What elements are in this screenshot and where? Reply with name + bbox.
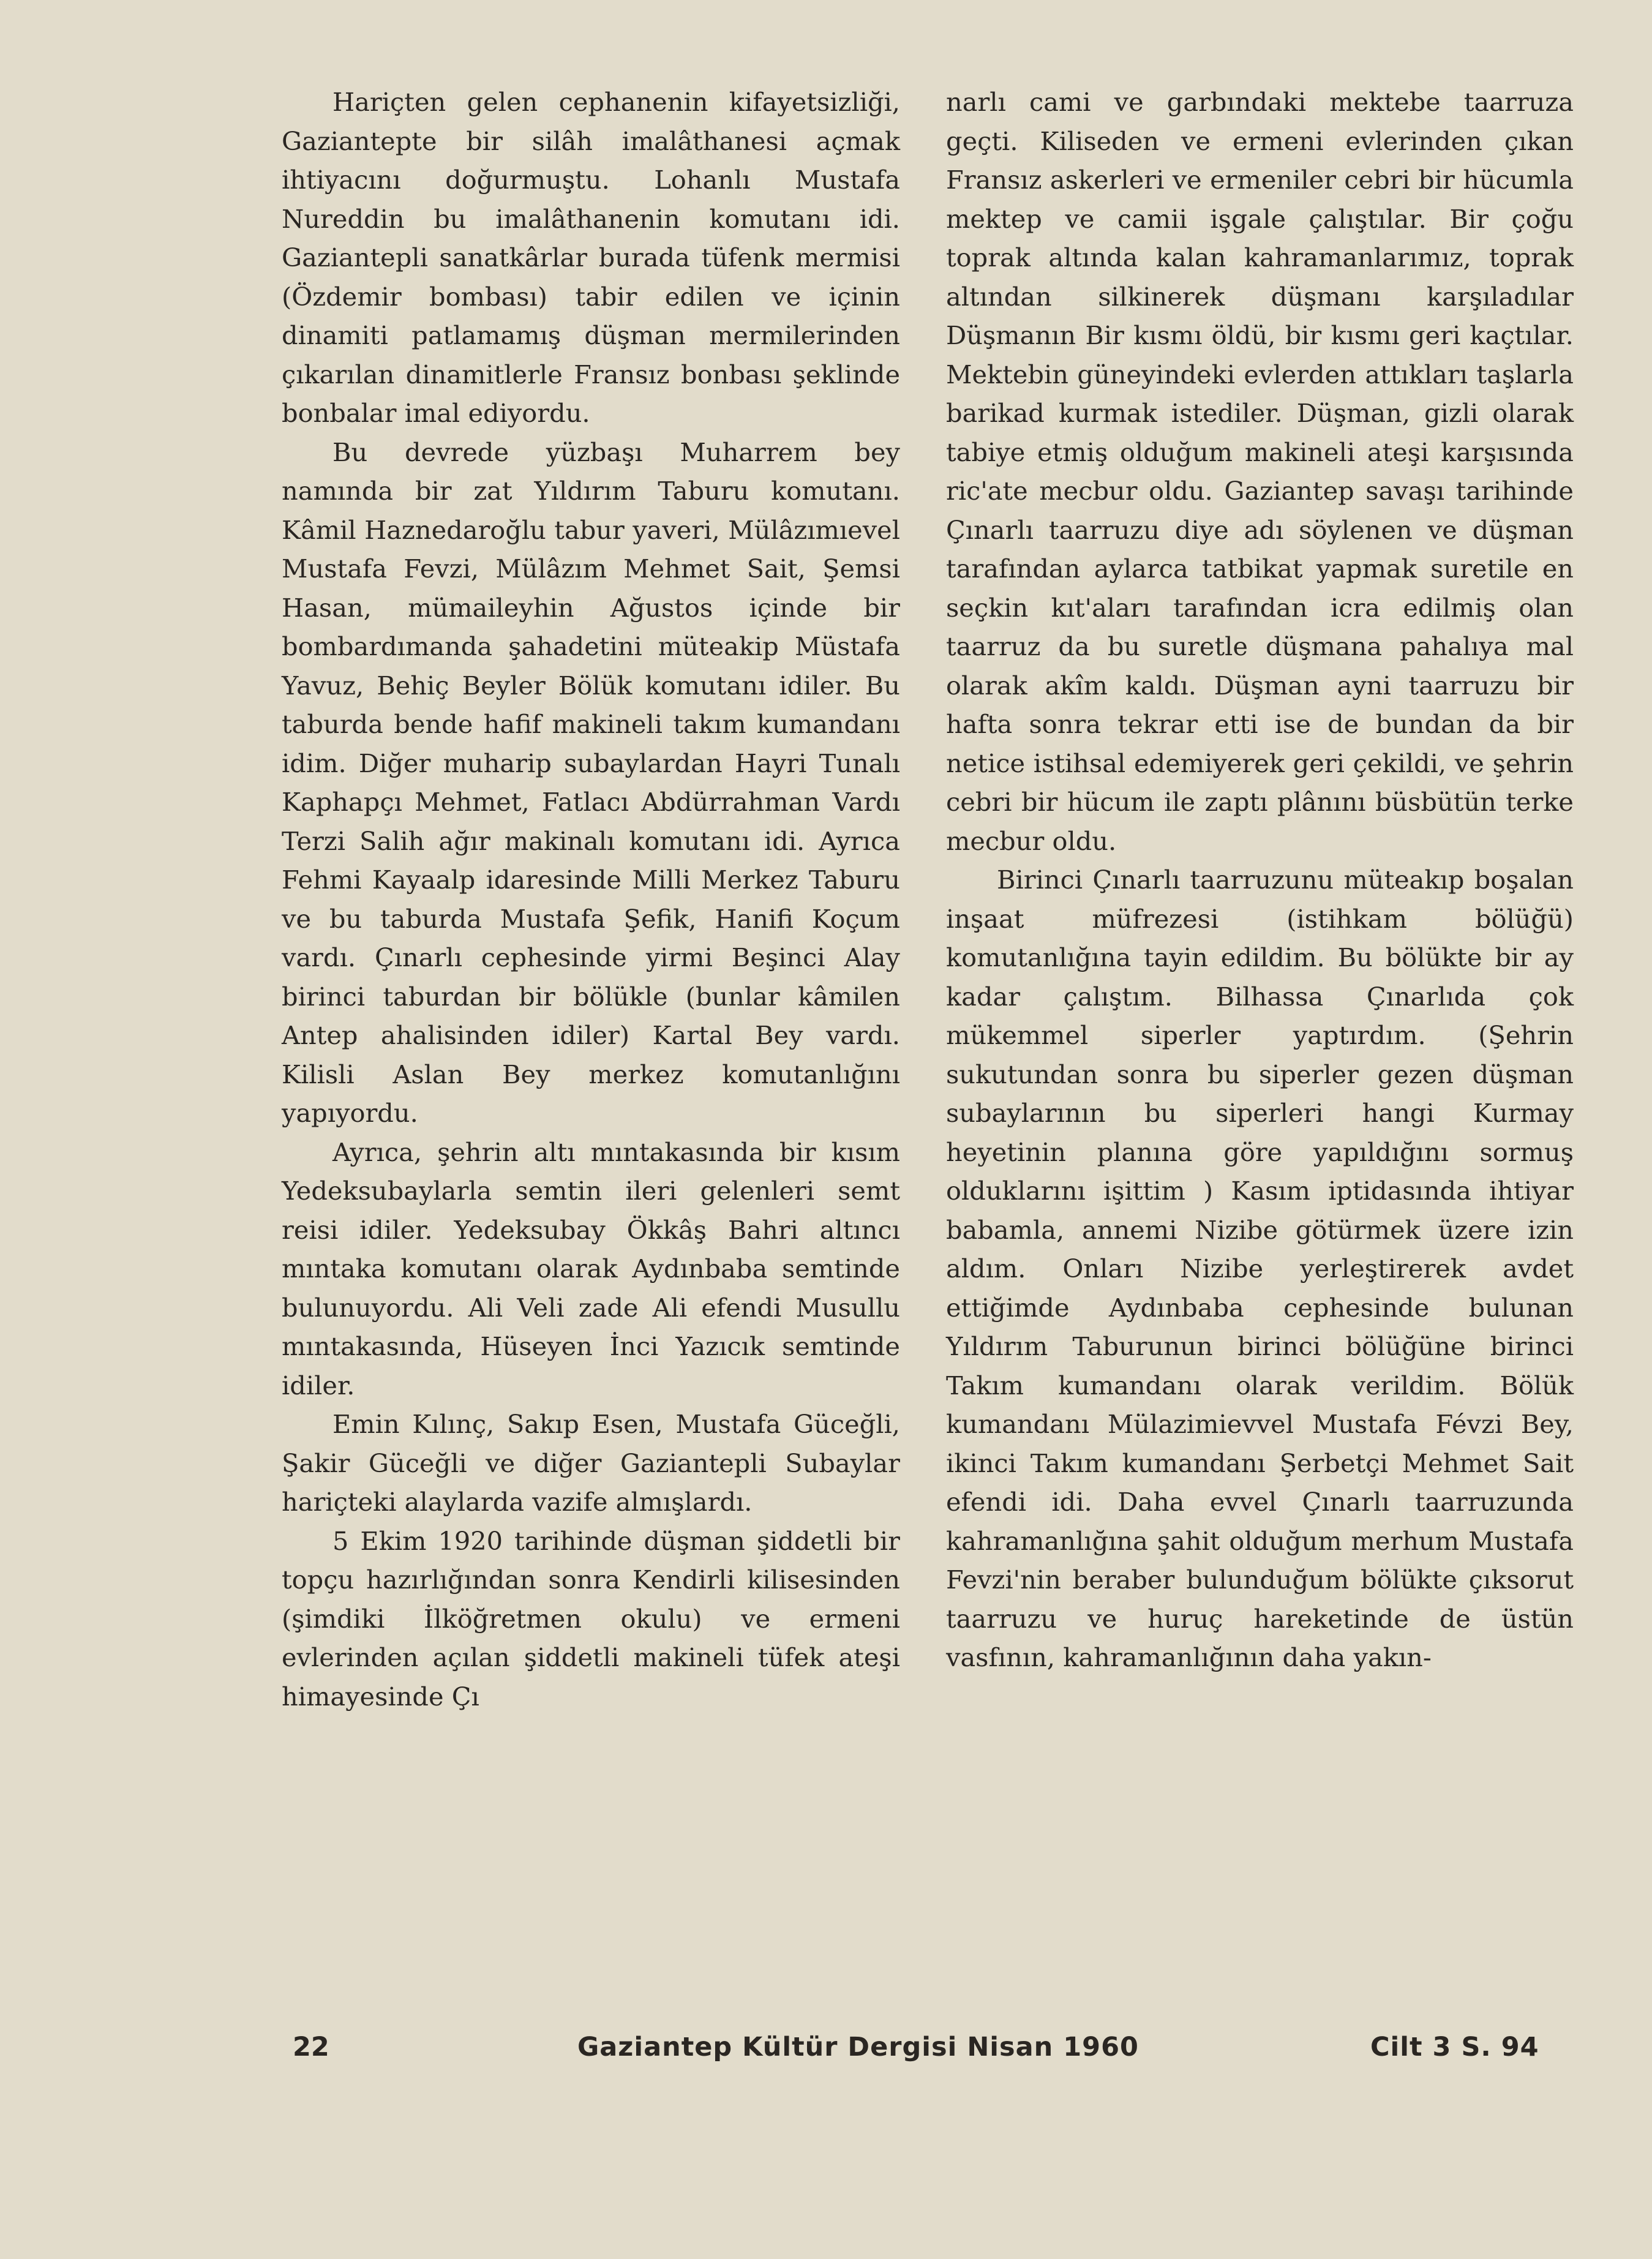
paragraph: narlı cami ve garbındaki mektebe taarruza geçti. Kiliseden ve ermeni evlerinden çıkan Fransız askerleri ve ermeniler cebri bir hücumla mektep ve camii işgale çalıştılar. Bir çoğu toprak altında kalan kahramanlarımız, toprak altından silkinerek düşmanı karşıladılar Düşmanın Bir kısmı öldü, bir kısmı geri kaçtılar. Mektebin güneyindeki evlerden attıkları taşlarla barikad kurmak istediler. Düşman, gizli olarak tabiye etmiş olduğum makineli ateşi karşısında ric'ate mecbur oldu. Gaziantep savaşı tarihinde Çınarlı taarruzu diye adı söylenen ve düşman tarafından aylarca tatbikat yapmak suretile en seçkin kıt'aları tarafından icra edilmiş olan taarruz da bu suretle düşmana pahalıya mal olarak akîm kaldı. Düşman ayni taarruzu bir hafta sonra tekrar etti ise de bundan da bir netice istihsal edemiyerek geri çekildi, ve şehrin cebri bir hücum ile zaptı plânını büsbütün terke mecbur oldu.	[946, 87, 1574, 856]
paragraph: Hariçten gelen cephanenin kifayetsizliği, Gaziantepte bir silâh imalâthanesi açmak ihtiyacını doğurmuştu. Lohanlı Mustafa Nureddin bu imalâthanenin komutanı idi. Gaziantepli sanatkârlar burada tüfenk mermisi (Özdemir bombası) tabir edilen ve içinin dinamiti patlamamış düşman mermilerinden çıkarılan dinamitlerle Fransız bonbası şeklinde bonbalar imal ediyordu.	[282, 87, 900, 428]
paragraph: Bu devrede yüzbaşı Muharrem bey namında bir zat Yıldırım Taburu komutanı. Kâmil Haznedaroğlu tabur yaveri, Mülâzımıevel Mustafa Fevzi, Mülâzım Mehmet Sait, Şemsi Hasan, mümaileyhin Ağustos içinde bir bombardımanda şahadetini müteakip Müstafa Yavuz, Behiç Beyler Bölük komutanı idiler. Bu taburda bende hafif makineli takım kumandanı idim. Diğer muharip subaylardan Hayri Tunalı Kaphapçı Mehmet, Fatlacı Abdürrahman Vardı Terzi Salih ağır makinalı komutanı idi. Ayrıca Fehmi Kayaalp idaresinde Milli Merkez Taburu ve bu taburda Mustafa Şefik, Hanifi Koçum vardı. Çınarlı cephesinde yirmi Beşinci Alay birinci taburdan bir bölükle (bunlar kâmilen Antep ahalisinden idiler) Kartal Bey vardı. Kilisli Aslan Bey merkez komutanlığını yapıyordu.	[282, 437, 900, 1128]
paragraph: Birinci Çınarlı taarruzunu müteakıp boşalan inşaat müfrezesi (istihkam bölüğü) komutanlığına tayin edildim. Bu bölükte bir ay kadar çalıştım. Bilhassa Çınarlıda çok mükemmel siperler yaptırdım. (Şehrin sukutundan sonra bu siperler gezen düşman subaylarının bu siperleri hangi Kurmay heyetinin planına göre yapıldığını sormuş olduklarını işittim ) Kasım iptidasında ihtiyar babamla, annemi Nizibe götürmek üzere izin aldım. Onları Nizibe yerleştirerek avdet ettiğimde Aydınbaba cephesinde bulunan Yıldırım Taburunun birinci bölüğüne birinci Takım kumandanı olarak verildim. Bölük kumandanı Mülazimievvel Mustafa Févzi Bey, ikinci Takım kumandanı Şerbetçi Mehmet Sait efendi idi. Daha evvel Çınarlı taarruzunda kahramanlığına şahit olduğum merhum Mustafa Fevzi'nin beraber bulunduğum bölükte çıksorut taarruzu ve huruç hareketinde de üstün vasfının, kahramanlığının daha yakın-	[946, 865, 1574, 1672]
page-number: 22	[293, 2032, 329, 2062]
magazine-title: Gaziantep Kültür Dergisi Nisan 1960	[577, 2032, 1139, 2062]
right-column	[946, 83, 1574, 1677]
paragraph: Emin Kılınç, Sakıp Esen, Mustafa Güceğli, Şakir Güceğli ve diğer Gaziantepli Subaylar hariçteki alaylarda vazife almışlardı.	[282, 1409, 900, 1517]
volume-issue: Cilt 3 S. 94	[1370, 2032, 1539, 2062]
paragraph: 5 Ekim 1920 tarihinde düşman şiddetli bir topçu hazırlığından sonra Kendirli kilisesinden (şimdiki İlköğretmen okulu) ve ermeni evlerinden açılan şiddetli makineli tüfek ateşi himayesinde Çı	[282, 1525, 900, 1712]
left-column	[282, 83, 900, 1716]
page-footer	[293, 2032, 1566, 2075]
paragraph: Ayrıca, şehrin altı mıntakasında bir kısım Yedeksubaylarla semtin ileri gelenleri semt reisi idiler. Yedeksubay Ökkâş Bahri altıncı mıntaka komutanı olarak Aydınbaba semtinde bulunuyordu. Ali Veli zade Ali efendi Musullu mıntakasında, Hüseyen İnci Yazıcık semtinde idiler.	[282, 1137, 900, 1400]
